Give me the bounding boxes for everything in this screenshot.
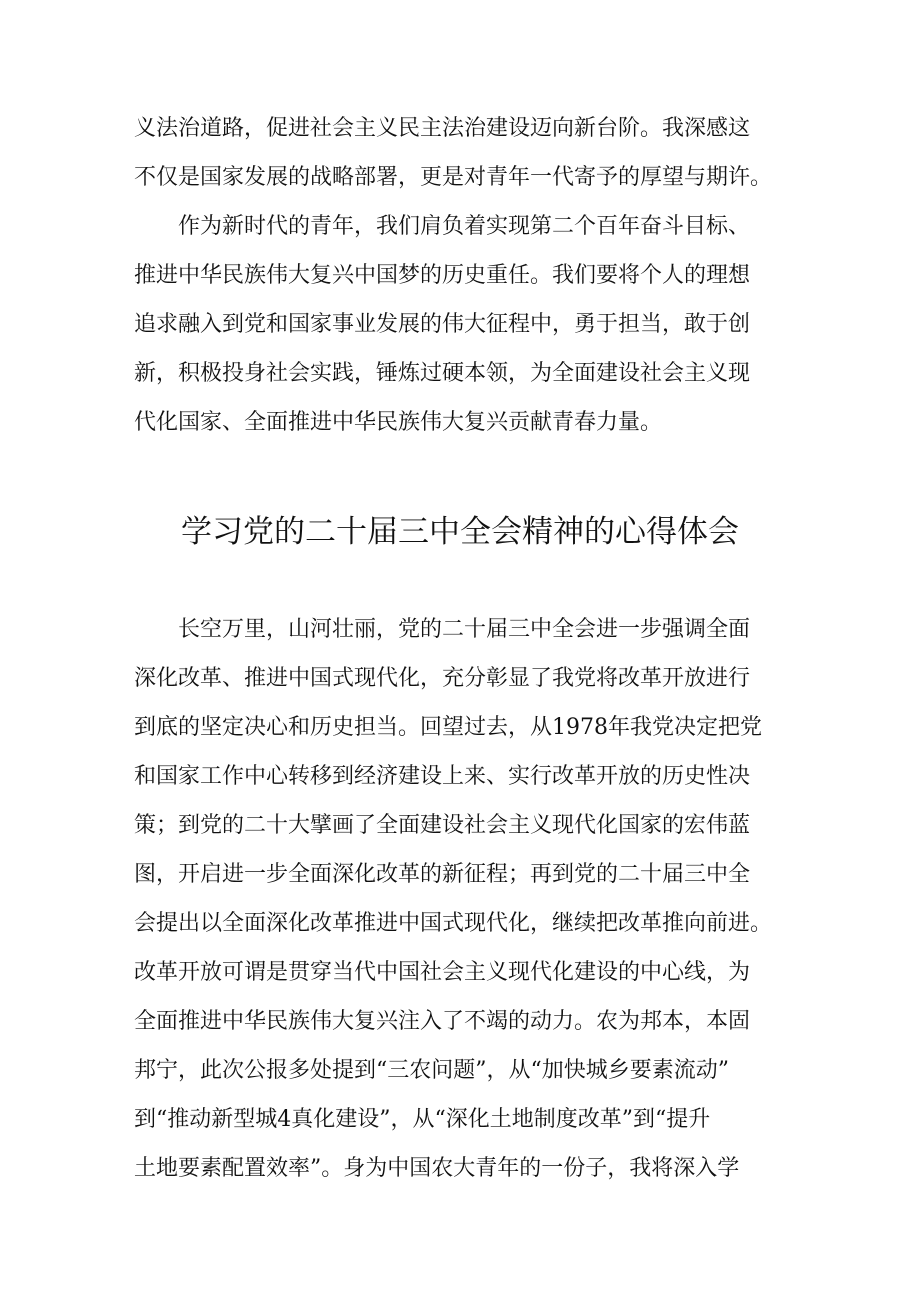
paragraph-line: 作为新时代的青年，我们肩负着实现第二个百年奋斗目标、 — [134, 214, 751, 239]
paragraph-line: 义法治道路，促进社会主义民主法治建设迈向新台阶。我深感这 — [134, 116, 751, 141]
paragraph-line: 长空万里，山河壮丽，党的二十届三中全会进一步强调全面 — [134, 617, 751, 642]
paragraph-line: 到“推动新型城4真化建设”，从“深化土地制度改革”到“提升 — [134, 1107, 711, 1132]
paragraph-line: 全面推进中华民族伟大复兴注入了不竭的动力。农为邦本，本固 — [134, 1009, 751, 1034]
paragraph-line: 不仅是国家发展的战略部署，更是对青年一代寄予的厚望与期许。 — [134, 165, 773, 190]
paragraph-line: 到底的坚定决心和历史担当。回望过去，从1978年我党决定把党 — [134, 715, 762, 740]
document-title: 学习党的二十届三中全会精神的心得体会 — [181, 514, 739, 550]
paragraph-line: 和国家工作中心转移到经济建设上来、实行改革开放的历史性决 — [134, 764, 751, 789]
paragraph-line: 推进中华民族伟大复兴中国梦的历史重任。我们要将个人的理想 — [134, 263, 751, 288]
paragraph-line: 土地要素配置效率”。身为中国农大青年的一份子，我将深入学 — [134, 1156, 740, 1181]
paragraph-line: 追求融入到党和国家事业发展的伟大征程中，勇于担当，敢于创 — [134, 312, 751, 337]
paragraph-line: 图，开启进一步全面深化改革的新征程；再到党的二十届三中全 — [134, 862, 751, 887]
paragraph-line: 策；到党的二十大擘画了全面建设社会主义现代化国家的宏伟蓝 — [134, 813, 751, 838]
paragraph-line: 改革开放可谓是贯穿当代中国社会主义现代化建设的中心线，为 — [134, 960, 751, 985]
paragraph-line: 深化改革、推进中国式现代化，充分彰显了我党将改革开放进行 — [134, 666, 751, 691]
paragraph-line: 代化国家、全面推进中华民族伟大复兴贡献青春力量。 — [134, 410, 663, 435]
paragraph-line: 会提出以全面深化改革推进中国式现代化，继续把改革推向前进。 — [134, 911, 773, 936]
paragraph-line: 邦宁，此次公报多处提到“三农问题”，从“加快城乡要素流动” — [134, 1058, 729, 1083]
paragraph-line: 新，积极投身社会实践，锤炼过硬本领，为全面建设社会主义现 — [134, 361, 751, 386]
